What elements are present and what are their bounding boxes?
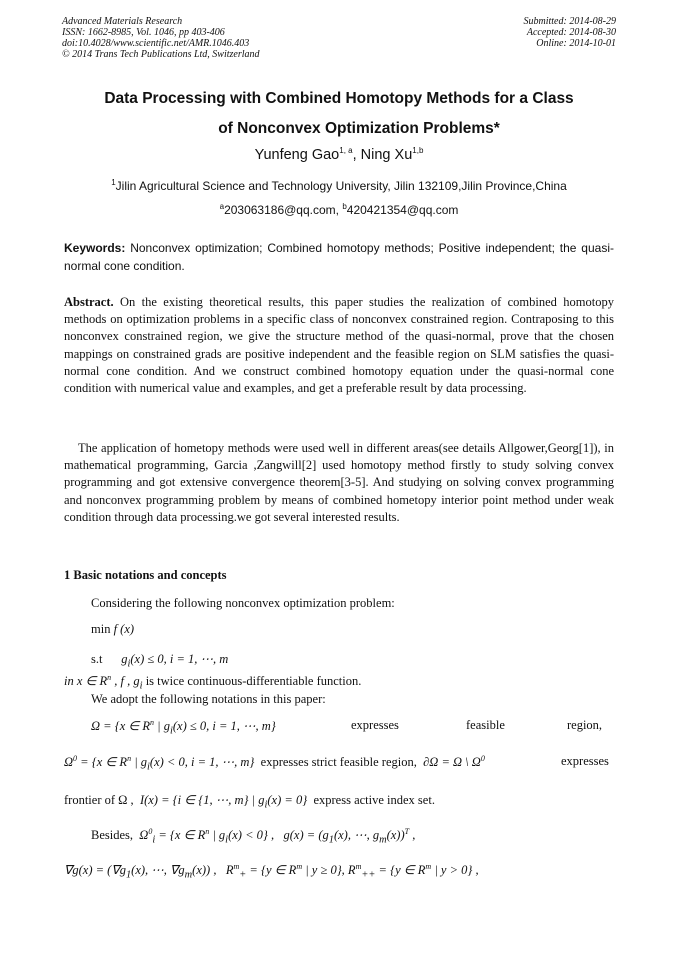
strict-text: expresses strict feasible region, [260, 755, 417, 770]
word-region: region, [567, 718, 603, 732]
abstract-label: Abstract. [64, 295, 114, 309]
omega0-sub: i [147, 761, 150, 773]
omega-tail: (x) ≤ 0, i = 1, ⋯, m} [172, 719, 276, 734]
omega0-sup2: n [127, 754, 132, 763]
grad-mid: (x), ⋯, ∇g [131, 863, 185, 878]
journal-name: Advanced Materials Research [62, 16, 183, 27]
omega0-lhs: Ω [64, 755, 74, 770]
abstract-text: On the existing theoretical results, this paper studies the realization of combined homotopy methods on optimization problems in a specific class of nonconvex constrained region. Contraposing to this nonconvex constrained region, we give the structure method of the quasi-normal, prove that the chosen mappings on constrained grads are positive independent and the feasible region on SLM satisfies the quasi-normal cone condition. And we construct combined homotopy equation under the quasi-normal cone condition with numerical value and examples, and get a preferable result by data processing. [64, 295, 614, 396]
accepted-date: Accepted: 2014-08-30 [526, 27, 616, 38]
rpp-sub: ++ [361, 869, 376, 881]
domain-rest: , f , g [111, 674, 140, 689]
omega0-tail: (x) < 0, i = 1, ⋯, m} [149, 755, 255, 770]
g-comma: , [409, 828, 416, 843]
g-supT: T [404, 827, 410, 836]
domain-sub: i [139, 680, 143, 692]
omega-sub: i [169, 725, 173, 737]
objective-expr: f (x) [113, 622, 135, 636]
domain-expr: in x ∈ R [64, 674, 108, 689]
dates-header [524, 16, 617, 49]
doi-line: doi:10.4028/www.scientific.net/AMR.1046.403 [62, 38, 250, 49]
omega0-def: = {x ∈ R [77, 755, 128, 770]
title-line-2: of Nonconvex Optimization Problems* [218, 120, 500, 137]
title-line-1: Data Processing with Combined Homotopy Methods for a Class [104, 90, 574, 107]
omega-i-lhs: Ω [139, 828, 149, 843]
frontier-text: frontier of Ω , [64, 793, 134, 807]
omega-expr: Ω = {x ∈ R [91, 719, 151, 734]
adopt-line: We adopt the following notations in this paper: [91, 692, 326, 706]
domain-sup: n [107, 673, 112, 682]
boundary-expr: ∂Ω = Ω \ Ω [423, 755, 481, 770]
rplus-def: = {y ∈ R [246, 863, 297, 878]
online-date: Online: 2014-10-01 [536, 38, 616, 49]
omega-sup: n [150, 718, 155, 727]
active-sub: i [264, 799, 268, 811]
active-text: express active index set. [313, 793, 435, 807]
grad-sub1: 1 [125, 869, 132, 881]
word-expresses: expresses [351, 718, 399, 732]
keywords-text: Nonconvex optimization; Combined homotopy methods; Positive independent; the quasi-normal cone condition. [64, 241, 614, 273]
email-b: 420421354@qq.com [346, 203, 459, 217]
omega-i-tail: (x) < 0} , [228, 828, 275, 843]
active-tail: (x) = 0} [267, 793, 308, 807]
omega-definition [91, 718, 276, 737]
g-mid: (x), ⋯, g [333, 828, 380, 843]
word-feasible: feasible [466, 718, 505, 732]
active-set-line [64, 792, 435, 811]
author-sep: , [352, 146, 361, 163]
emails [0, 202, 678, 217]
paper-title [60, 84, 618, 144]
author-2: Ning Xu [360, 146, 413, 163]
rpp-def: = {y ∈ R [375, 863, 426, 878]
grad-def: ∇g(x) = (∇g [64, 863, 126, 878]
copyright-line: © 2014 Trans Tech Publications Ltd, Switzerland [62, 49, 260, 60]
grad-tail: (x)) , [192, 863, 217, 878]
constraint-g: g [121, 652, 128, 666]
email-a: 203063186@qq.com, [224, 203, 343, 217]
expresses-2: expresses [561, 754, 609, 768]
grad-subm: m [184, 869, 193, 881]
rpp-sup2: m [425, 862, 432, 871]
g-sub1: 1 [328, 834, 334, 846]
submitted-date: Submitted: 2014-08-29 [523, 16, 616, 27]
constraint-line [91, 651, 228, 670]
constraint-rest: (x) ≤ 0, i = 1, ⋯, m [130, 652, 229, 666]
constraint-sub: i [127, 658, 131, 670]
rplus-tail: | y ≥ 0}, R [302, 863, 356, 878]
omega-i-sub: i [152, 834, 156, 846]
journal-header [62, 16, 260, 60]
author-list [0, 146, 678, 163]
gradient-line [64, 862, 479, 881]
g-tail: (x)) [386, 828, 405, 843]
affiliation [0, 178, 678, 193]
affiliation-sup: 1 [111, 178, 116, 187]
active-def: I(x) = {i ∈ {1, ⋯, m} | g [139, 793, 265, 807]
section-heading: 1 Basic notations and concepts [64, 568, 227, 582]
rpp-sup: m [355, 862, 362, 871]
affiliation-text: Jilin Agricultural Science and Technology University, Jilin 132109,Jilin Province,China [115, 179, 567, 193]
keywords-label: Keywords: [64, 241, 126, 255]
boundary-sup: 0 [480, 754, 485, 763]
rplus: R [225, 863, 234, 878]
rplus-sup2: m [296, 862, 303, 871]
domain-tail: is twice continuous-differentiable function. [142, 674, 362, 689]
rplus-sub: + [239, 869, 247, 881]
strict-feasible-line [64, 754, 485, 773]
issn-line: ISSN: 1662-8985, Vol. 1046, pp 403-406 [62, 27, 225, 38]
abstract [64, 294, 614, 397]
email-b-sup: b [342, 202, 347, 211]
g-def: g(x) = (g [283, 828, 329, 843]
rpp-tail: | y > 0} , [431, 863, 479, 878]
keywords [64, 239, 614, 275]
author-1-sup: 1, a [339, 146, 353, 155]
objective-line [91, 622, 134, 637]
omega-rest: | g [154, 719, 170, 734]
omega-i-sup: 0 [148, 827, 153, 836]
omega-i-sup2: n [205, 827, 210, 836]
omega-i-def: = {x ∈ R [155, 828, 206, 843]
omega-i-sub2: i [225, 834, 229, 846]
besides-line [91, 827, 415, 846]
intro-paragraph: The application of hometopy methods were used well in different areas(see details Allgower,Georg[1]), in mathematical programming, Garcia ,Zangwill[2] used homotopy method firstly to study solving convex programming and got extensive convergence theorem[3-5]. And studying on solving convex programming and nonconvex programming problem by means of combined hometopy interior point method under weak condition through data processing.we got several interested results. [64, 441, 614, 524]
rplus-sup: m [233, 862, 240, 871]
g-subm: m [379, 834, 387, 846]
omega-i-rest: | g [209, 828, 226, 843]
omega0-rest: | g [131, 755, 147, 770]
st-word: s.t [91, 652, 103, 666]
author-1: Yunfeng Gao [254, 146, 340, 163]
consider-line: Considering the following nonconvex optimization problem: [91, 596, 395, 610]
author-2-sup: 1,b [412, 146, 424, 155]
min-word: min [91, 622, 111, 636]
besides-word: Besides, [91, 828, 134, 843]
email-a-sup: a [219, 202, 225, 211]
omega0-sup: 0 [73, 754, 78, 763]
domain-line [64, 673, 361, 692]
